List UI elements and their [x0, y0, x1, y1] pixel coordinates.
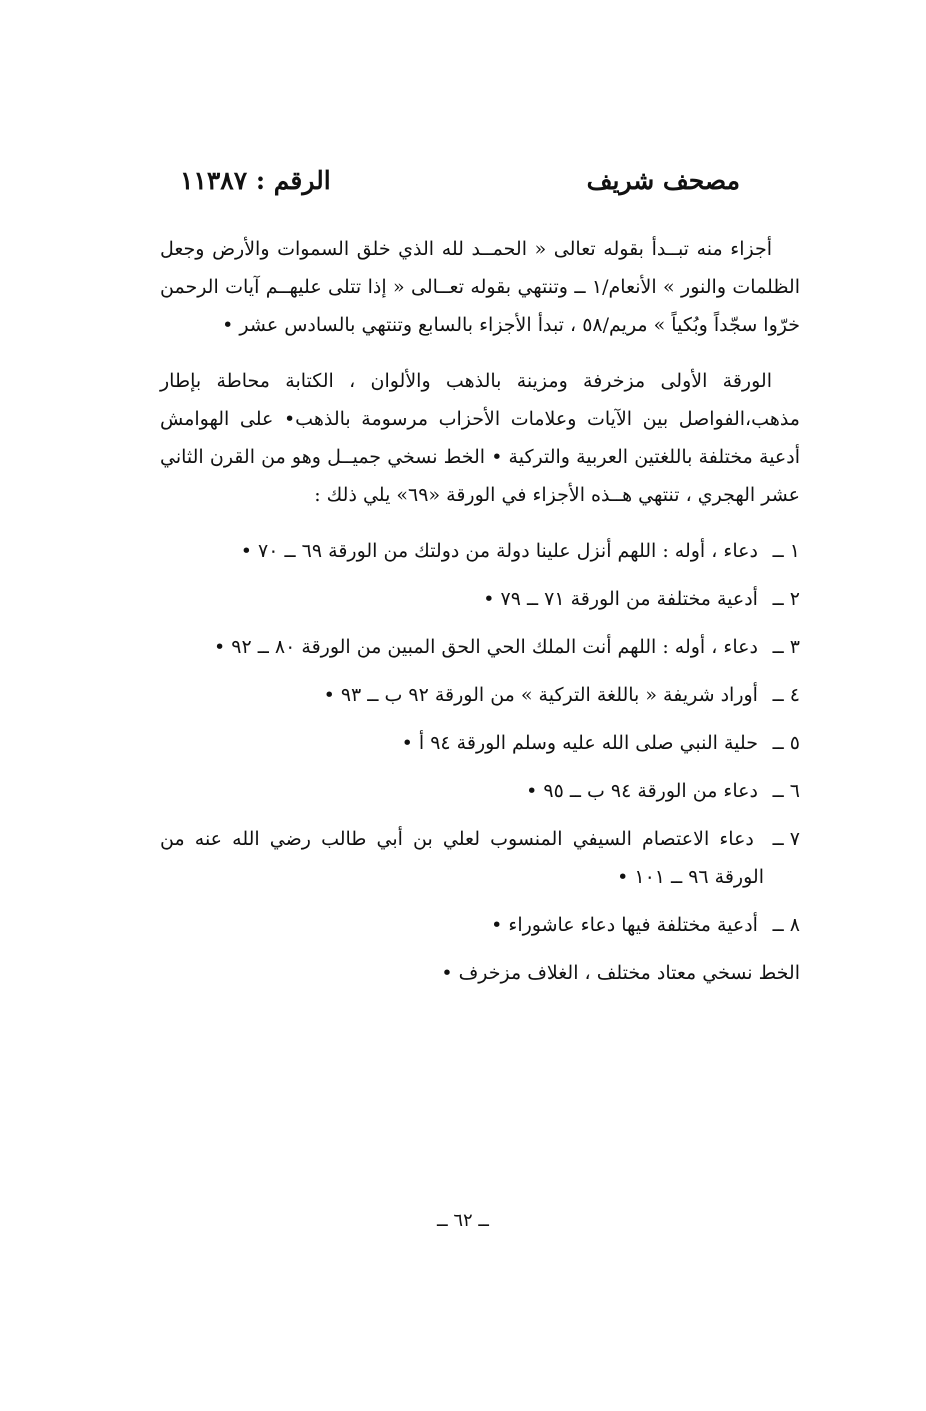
- list-item-number: ٧ ــ: [772, 828, 800, 850]
- list-item: [160, 676, 800, 714]
- description-paragraph-1: أجزاء منه تبــدأ بقوله تعالى « الحمــد لله الذي خلق السموات والأرض وجعل الظلمات والنور » الأنعام/١ ــ وتنتهي بقوله تعــالى « إذا تتلى عليهــم آيات الرحمن خرّوا سجّداً وبُكياً » مريم/٥٨ ، تبدأ الأجزاء بالسابع وتنتهي بالسادس عشر •: [160, 238, 801, 336]
- description-paragraph-2: الورقة الأولى مزخرفة ومزينة بالذهب والألوان ، الكتابة محاطة بإطار مذهب،الفواصل بين الآيات وعلامات الأحزاب مرسومة بالذهب• على الهوامش أدعية مختلفة باللغتين العربية والتركية • الخط نسخي جميــل وهو من القرن الثاني عشر الهجري ، تنتهي هــذه الأجزاء في الورقة «٦٩» يلي ذلك :: [160, 370, 800, 506]
- list-item-text: حلية النبي صلى الله عليه وسلم الورقة ٩٤ أ •: [401, 732, 758, 754]
- list-item-text: أوراد شريفة « باللغة التركية » من الورقة ٩٢ ب ــ ٩٣ •: [323, 684, 758, 706]
- manuscript-title: مصحف شريف: [586, 165, 740, 195]
- closing-note: الخط نسخي معتاد مختلف ، الغلاف مزخرف •: [441, 962, 800, 984]
- list-item: [160, 628, 800, 666]
- list-item: [160, 906, 800, 944]
- list-item-number: ١ ــ: [772, 540, 800, 562]
- list-item: [160, 772, 800, 810]
- list-item-number: ٤ ــ: [772, 684, 800, 706]
- list-item-number: ٦ ــ: [772, 780, 800, 802]
- list-item-number: ٨ ــ: [772, 914, 800, 936]
- list-item-number: ٣ ــ: [772, 636, 800, 658]
- record-number: الرقم : ١١٣٨٧: [180, 165, 331, 195]
- list-item: [160, 724, 800, 762]
- document-body: [160, 230, 800, 992]
- list-item-text: دعاء ، أوله : اللهم أنت الملك الحي الحق المبين من الورقة ٨٠ ــ ٩٢ •: [214, 636, 758, 658]
- list-item-text: أدعية مختلفة فيها دعاء عاشوراء •: [491, 914, 758, 936]
- list-item-text: دعاء الاعتصام السيفي المنسوب لعلي بن أبي طالب رضي الله عنه من الورقة ٩٦ ــ ١٠١ •: [160, 828, 764, 888]
- list-item-text: أدعية مختلفة من الورقة ٧١ ــ ٧٩ •: [483, 588, 758, 610]
- list-item: [160, 580, 800, 618]
- page-header: [180, 160, 740, 200]
- list-item: [160, 820, 800, 896]
- page-number: ــ ٦٢ ــ: [437, 1210, 489, 1231]
- contents-list: [160, 532, 800, 944]
- list-item-text: دعاء من الورقة ٩٤ ب ــ ٩٥ •: [526, 780, 758, 802]
- list-item: [160, 532, 800, 570]
- list-item-number: ٥ ــ: [772, 732, 800, 754]
- list-item-text: دعاء ، أوله : اللهم أنزل علينا دولة من دولتك من الورقة ٦٩ ــ ٧٠ •: [240, 540, 758, 562]
- list-item-number: ٢ ــ: [772, 588, 800, 610]
